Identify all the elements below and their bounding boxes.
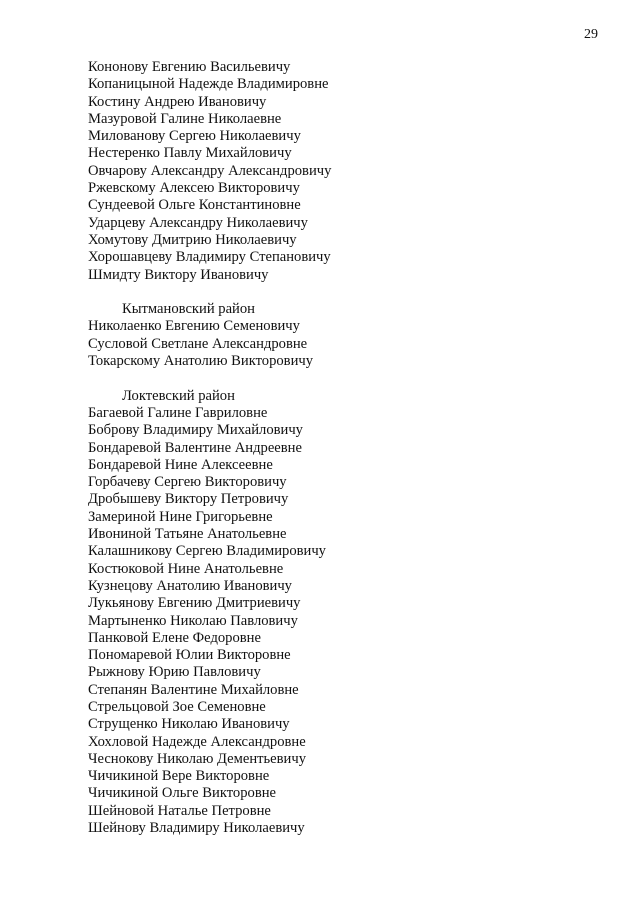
list-item: Бондаревой Валентине Андреевне [88,439,302,456]
list-item: Панковой Елене Федоровне [88,629,261,646]
section-loktevsky [88,388,608,838]
list-item: Сусловой Светлане Александровне [88,335,308,352]
list-item: Замериной Нине Григорьевне [88,508,273,525]
list-item: Сундеевой Ольге Константиновне [88,197,301,214]
list-item: Кононову Евгению Васильевичу [88,59,291,75]
list-item: Хорошавцеву Владимиру Степановичу [88,249,331,266]
list-item: Бондаревой Нине Алексеевне [88,456,273,473]
list-item: Шмидту Виктору Ивановичу [88,266,269,283]
list-item: Дробышеву Виктору Петровичу [88,491,289,508]
list-item: Шейновой Наталье Петровне [88,802,271,819]
list-item: Ржевскому Алексею Викторовичу [88,180,300,197]
recipient-list-first-group [88,59,608,284]
list-item: Костину Андрею Ивановичу [88,93,267,110]
list-item: Пономаревой Юлии Викторовне [88,647,291,664]
list-item: Мазуровой Галине Николаевне [88,110,282,127]
list-item: Чичикиной Ольге Викторовне [88,785,277,802]
list-item: Стрельцовой Зое Семеновне [88,698,266,715]
list-item: Ивониной Татьяне Анатольевне [88,526,287,543]
list-item: Николаенко Евгению Семеновичу [88,318,300,335]
list-item: Степанян Валентине Михайловне [88,681,299,698]
list-item: Ударцеву Александру Николаевичу [88,214,308,231]
list-item: Чичикиной Вере Викторовне [88,768,270,785]
section-heading-loktevsky: Локтевский район [122,387,235,404]
list-item: Шейнову Владимиру Николаевичу [88,820,305,837]
list-item: Овчарову Александру Александровичу [88,162,332,179]
list-item: Калашникову Сергею Владимировичу [88,543,326,560]
list-item: Токарскому Анатолию Викторовичу [88,353,314,370]
section-spacer [88,370,608,387]
list-item: Чеснокову Николаю Дементьевичу [88,750,306,767]
list-item: Струщенко Николаю Ивановичу [88,716,290,733]
list-item: Хохловой Надежде Александровне [88,733,306,750]
list-item: Мартыненко Николаю Павловичу [88,612,298,629]
page-number: 29 [584,27,598,42]
list-item: Милованову Сергею Николаевичу [88,128,301,145]
section-kytmanovsky [88,301,608,370]
list-item: Багаевой Галине Гавриловне [88,404,268,421]
list-item: Копаницыной Надежде Владимировне [88,76,329,93]
list-item: Костюковой Нине Анатольевне [88,560,284,577]
list-item: Лукьянову Евгению Дмитриевичу [88,595,301,612]
list-item: Боброву Владимиру Михайловичу [88,422,303,439]
section-spacer [88,284,608,301]
section-heading-kytmanovsky: Кытмановский район [122,301,255,318]
list-item: Рыжнову Юрию Павловичу [88,664,261,681]
list-item: Хомутову Дмитрию Николаевичу [88,231,297,248]
list-item: Нестеренко Павлу Михайловичу [88,145,292,162]
list-item: Горбачеву Сергею Викторовичу [88,474,287,491]
document-body [88,59,608,837]
list-item: Кузнецову Анатолию Ивановичу [88,577,292,594]
